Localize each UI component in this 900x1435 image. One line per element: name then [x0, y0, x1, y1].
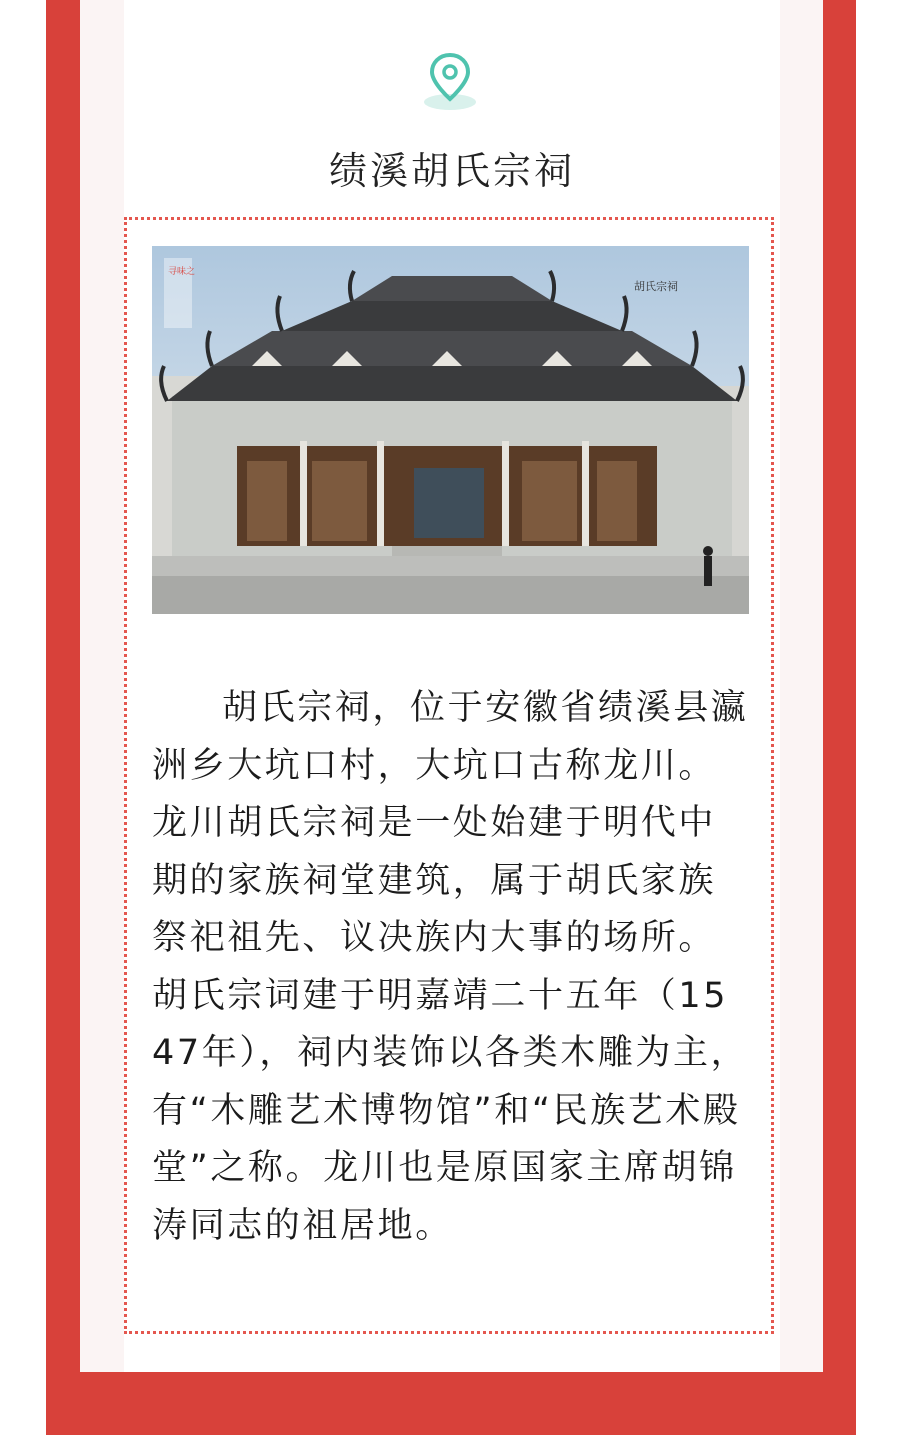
page-title: 绩溪胡氏宗祠: [328, 149, 575, 193]
seal-mark: 寻味之: [168, 267, 196, 277]
ancestral-hall-photo: [152, 246, 749, 614]
photo-caption: 胡氏宗祠: [634, 280, 678, 293]
location-pin-icon: [423, 52, 477, 110]
article-body: 胡氏宗祠，位于安徽省绩溪县瀛洲乡大坑口村，大坑口古称龙川。龙川胡氏宗祠是一处始建于明代中期的家族祠堂建筑，属于胡氏家族祭祀祖先、议决族内大事的场所。胡氏宗词建于明嘉靖二十五年（1547年），祠内装饰以各类木雕为主，有“木雕艺术博物馆”和“民族艺术殿堂”之称。龙川也是原国家主席胡锦涛同志的祖居地。: [152, 688, 749, 1246]
